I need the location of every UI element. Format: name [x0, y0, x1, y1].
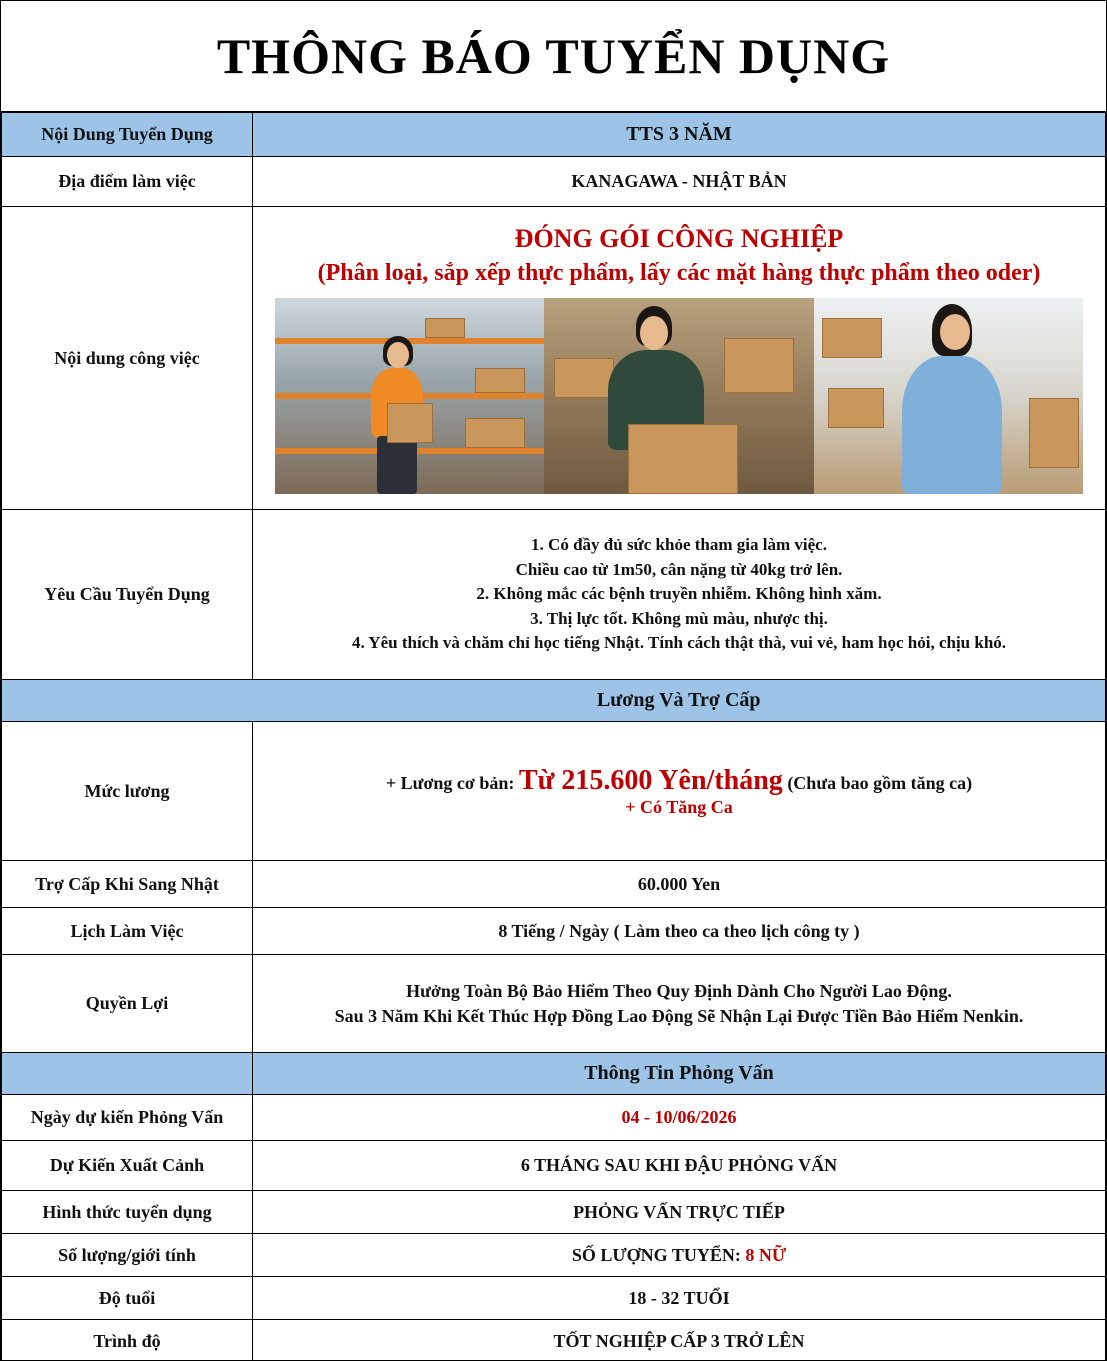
salary-overtime: + Có Tăng Ca [625, 796, 733, 817]
value-schedule: 8 Tiếng / Ngày ( Làm theo ca theo lịch công ty ) [253, 908, 1106, 955]
label-departure: Dự Kiến Xuất Cảnh [2, 1141, 253, 1191]
salary-prefix: + Lương cơ bản: [385, 772, 515, 793]
recruitment-table [1, 112, 1106, 1361]
label-recruit-type: Nội Dung Tuyển Dụng [2, 113, 253, 157]
row-benefits [2, 955, 1106, 1053]
label-benefits: Quyền Lợi [2, 955, 253, 1053]
label-quantity: Số lượng/giới tính [2, 1234, 253, 1277]
value-interview-date: 04 - 10/06/2026 [253, 1095, 1106, 1141]
label-schedule: Lịch Làm Việc [2, 908, 253, 955]
salary-note: (Chưa bao gồm tăng ca) [787, 772, 973, 793]
value-departure: 6 THÁNG SAU KHI ĐẬU PHỎNG VẤN [253, 1141, 1106, 1191]
warehouse-photo [275, 298, 544, 494]
scanning-photo [814, 298, 1083, 494]
row-form [2, 1191, 1106, 1234]
value-education: TỐT NGHIỆP CẤP 3 TRỞ LÊN [253, 1320, 1106, 1361]
label-salary-section [2, 680, 253, 722]
row-recruit-type [2, 113, 1106, 157]
quantity-prefix: SỐ LƯỢNG TUYỂN: [571, 1244, 741, 1265]
value-recruit-type: TTS 3 NĂM [253, 113, 1106, 157]
label-form: Hình thức tuyển dụng [2, 1191, 253, 1234]
page-title: THÔNG BÁO TUYỂN DỤNG [1, 1, 1106, 112]
benefit-line: Hưởng Toàn Bộ Bảo Hiểm Theo Quy Định Dành Cho Người Lao Động. [406, 980, 952, 1001]
job-title: ĐÓNG GÓI CÔNG NGHIỆP [514, 224, 844, 253]
value-allowance: 60.000 Yen [253, 861, 1106, 908]
value-form: PHỎNG VẤN TRỰC TIẾP [253, 1191, 1106, 1234]
label-education: Trình độ [2, 1320, 253, 1361]
label-requirements: Yêu Cầu Tuyển Dụng [2, 510, 253, 680]
row-allowance [2, 861, 1106, 908]
row-schedule [2, 908, 1106, 955]
label-allowance: Trợ Cấp Khi Sang Nhật [2, 861, 253, 908]
quantity-count: 8 NỮ [745, 1244, 787, 1265]
row-interview-section [2, 1053, 1106, 1095]
row-interview-date [2, 1095, 1106, 1141]
job-photos [275, 298, 1083, 494]
quantity-cell [253, 1234, 1106, 1277]
row-age [2, 1277, 1106, 1320]
label-job: Nội dung công việc [2, 207, 253, 510]
row-requirements [2, 510, 1106, 680]
requirements-list [253, 510, 1106, 680]
label-age: Độ tuổi [2, 1277, 253, 1320]
row-salary [2, 722, 1106, 861]
row-quantity [2, 1234, 1106, 1277]
value-location: KANAGAWA - NHẬT BẢN [253, 157, 1106, 207]
requirement-line: 3. Thị lực tốt. Không mù màu, nhược thị. [530, 608, 828, 628]
label-interview-section [2, 1053, 253, 1095]
value-age: 18 - 32 TUỔI [253, 1277, 1106, 1320]
row-location [2, 157, 1106, 207]
packing-photo [544, 298, 813, 494]
requirement-line: 2. Không mắc các bệnh truyền nhiễm. Không hình xăm. [476, 584, 882, 604]
benefit-line: Sau 3 Năm Khi Kết Thúc Hợp Đồng Lao Động Sẽ Nhận Lại Được Tiền Bảo Hiểm Nenkin. [334, 1005, 1024, 1026]
row-job [2, 207, 1106, 510]
requirement-line: 4. Yêu thích và chăm chỉ học tiếng Nhật. Tính cách thật thà, vui vẻ, ham học hỏi, chịu khó. [351, 633, 1007, 653]
salary-section-header: Lương Và Trợ Cấp [253, 680, 1106, 722]
requirement-line: 1. Có đầy đủ sức khỏe tham gia làm việc. [531, 535, 827, 555]
salary-amount: Từ 215.600 Yên/tháng [518, 764, 783, 796]
label-salary: Mức lương [2, 722, 253, 861]
job-subtitle: (Phân loại, sắp xếp thực phẩm, lấy các mặt hàng thực phẩm theo oder) [317, 260, 1041, 286]
salary-line [253, 765, 1105, 797]
row-education [2, 1320, 1106, 1361]
interview-section-header: Thông Tin Phỏng Vấn [253, 1053, 1106, 1095]
salary-cell [253, 722, 1106, 861]
job-cell [253, 207, 1106, 510]
label-location: Địa điểm làm việc [2, 157, 253, 207]
requirement-line: Chiều cao từ 1m50, cân nặng từ 40kg trở lên. [515, 559, 843, 579]
row-departure [2, 1141, 1106, 1191]
label-interview-date: Ngày dự kiến Phỏng Vấn [2, 1095, 253, 1141]
row-salary-section [2, 680, 1106, 722]
benefits-cell [253, 955, 1106, 1053]
